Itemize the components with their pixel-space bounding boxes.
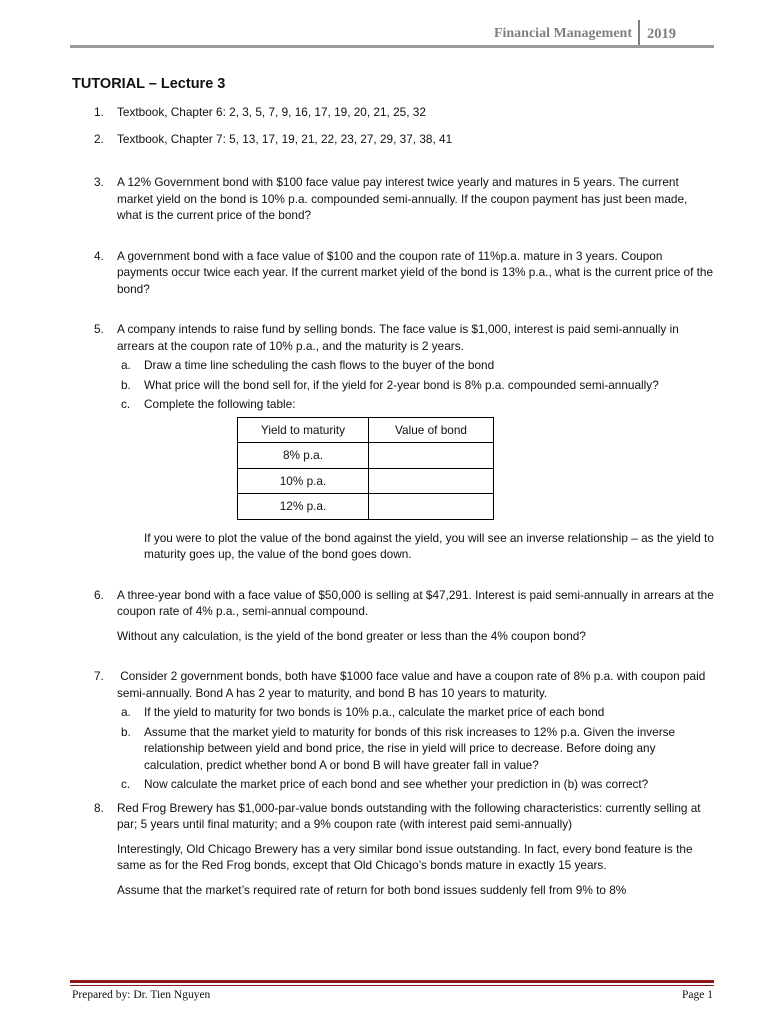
sub-question-a [117, 357, 714, 374]
sub-text: What price will the bond sell for, if the yield for 2-year bond is 8% p.a. compounded semi-annually? [144, 377, 659, 392]
table-row [238, 494, 494, 520]
question-followup: Without any calculation, is the yield of the bond greater or less than the 4% coupon bond? [117, 628, 586, 643]
sub-text: Complete the following table: [144, 397, 296, 411]
question-text: A 12% Government bond with $100 face value pay interest twice yearly and matures in 5 years. The current market yield on the bond is 10% p.a. compounded semi-annually. If the coupon payment has just been made, what is the current price of the bond? [117, 175, 688, 222]
table-cell: 10% p.a. [238, 468, 369, 494]
sub-question-b [117, 377, 714, 394]
sub-question-c [117, 776, 714, 793]
page-header [494, 20, 676, 48]
question-8 [94, 800, 714, 899]
question-text: Consider 2 government bonds, both have $1000 face value and have a coupon rate of 8% p.a. with coupon paid semi-annually. Bond A has 2 year to maturity, and bond B has 10 years to maturity. [117, 669, 709, 700]
question-number: 3. [94, 175, 104, 189]
table-cell [369, 443, 494, 469]
sub-text: If the yield to maturity for two bonds is 10% p.a., calculate the market price of each bond [144, 705, 605, 719]
header-rule [70, 45, 714, 48]
sub-text: Draw a time line scheduling the cash flows to the buyer of the bond [144, 358, 495, 372]
question-7 [94, 668, 714, 793]
question-number: 6. [94, 587, 104, 602]
table-row [238, 468, 494, 494]
question-6 [94, 587, 714, 645]
question-number: 2. [94, 131, 104, 146]
table-header-row [238, 417, 494, 443]
question-number: 4. [94, 248, 104, 263]
question-1 [94, 104, 714, 121]
footer-rule [70, 980, 714, 983]
sub-letter: c. [121, 777, 131, 791]
question-3 [94, 174, 714, 224]
footer-page-number: Page 1 [682, 989, 713, 1001]
question-text: Textbook, Chapter 7: 5, 13, 17, 19, 21, 22, 23, 27, 29, 37, 38, 41 [117, 131, 453, 146]
sub-letter: a. [121, 358, 131, 372]
yield-value-table [237, 417, 494, 520]
tutorial-body [94, 104, 714, 898]
table-header-cell: Value of bond [369, 417, 494, 443]
question-paragraph: Interestingly, Old Chicago Brewery has a very similar bond issue outstanding. In fact, every bond feature is the same as for the Red Frog bonds, except that Old Chicago’s bonds mature in exactly 15 years. [117, 841, 693, 872]
table-header-cell: Yield to maturity [238, 417, 369, 443]
footer-author: Prepared by: Dr. Tien Nguyen [72, 989, 211, 1001]
sub-letter: c. [121, 397, 131, 411]
table-cell: 8% p.a. [238, 443, 369, 469]
question-number: 8. [94, 800, 104, 815]
sub-letter: b. [121, 724, 131, 739]
question-number: 1. [94, 105, 104, 119]
sub-question-c [117, 396, 714, 413]
table-cell [369, 494, 494, 520]
table-row [238, 443, 494, 469]
sub-question-b [117, 724, 714, 774]
question-text: A three-year bond with a face value of $50,000 is selling at $47,291. Interest is paid semi-annually in arrears at the coupon rate of 4% p.a., semi-annual compound. [117, 587, 714, 618]
question-number: 7. [94, 669, 104, 683]
sub-text: Now calculate the market price of each bond and see whether your prediction in (b) was correct? [144, 777, 649, 791]
question-2 [94, 131, 714, 148]
question-4 [94, 248, 714, 298]
header-year: 2019 [647, 25, 676, 42]
sub-question-a [117, 704, 714, 721]
question-5 [94, 321, 714, 563]
table-cell [369, 468, 494, 494]
question-text: Red Frog Brewery has $1,000-par-value bonds outstanding with the following characteristics: currently selling at par; 5 years until final maturity; and a 9% coupon rate (with interest paid semi-annually) [117, 800, 701, 831]
inverse-relationship-note: If you were to plot the value of the bond against the yield, you will see an inverse relationship – as the yield to maturity goes up, the value of the bond goes down. [144, 530, 714, 561]
footer-rule-thin [70, 985, 714, 986]
page-title: TUTORIAL – Lecture 3 [72, 76, 226, 92]
table-cell: 12% p.a. [238, 494, 369, 520]
question-paragraph: Assume that the market’s required rate of return for both bond issues suddenly fell from 9% to 8% [117, 882, 627, 897]
sub-text: Assume that the market yield to maturity for bonds of this risk increases to 12% p.a. Given the inverse relationship between yield and bond price, the rise in yield will price to decrease. Before doing any calculation, predict whether bond A or bond B will have greater fall in value? [144, 724, 676, 772]
question-text: A government bond with a face value of $100 and the coupon rate of 11%p.a. mature in 3 years. Coupon payments occur twice each year. If the current market yield of the bond is 13% p.a., what is the current price of the bond? [117, 248, 714, 296]
question-text: A company intends to raise fund by selling bonds. The face value is $1,000, interest is paid semi-annually in arrears at the coupon rate of 10% p.a., and the maturity is 2 years. [117, 322, 679, 353]
course-name: Financial Management [493, 26, 632, 41]
sub-letter: a. [121, 705, 131, 719]
sub-letter: b. [121, 377, 131, 392]
question-text: Textbook, Chapter 6: 2, 3, 5, 7, 9, 16, 17, 19, 20, 21, 25, 32 [117, 105, 426, 119]
question-number: 5. [94, 322, 104, 336]
